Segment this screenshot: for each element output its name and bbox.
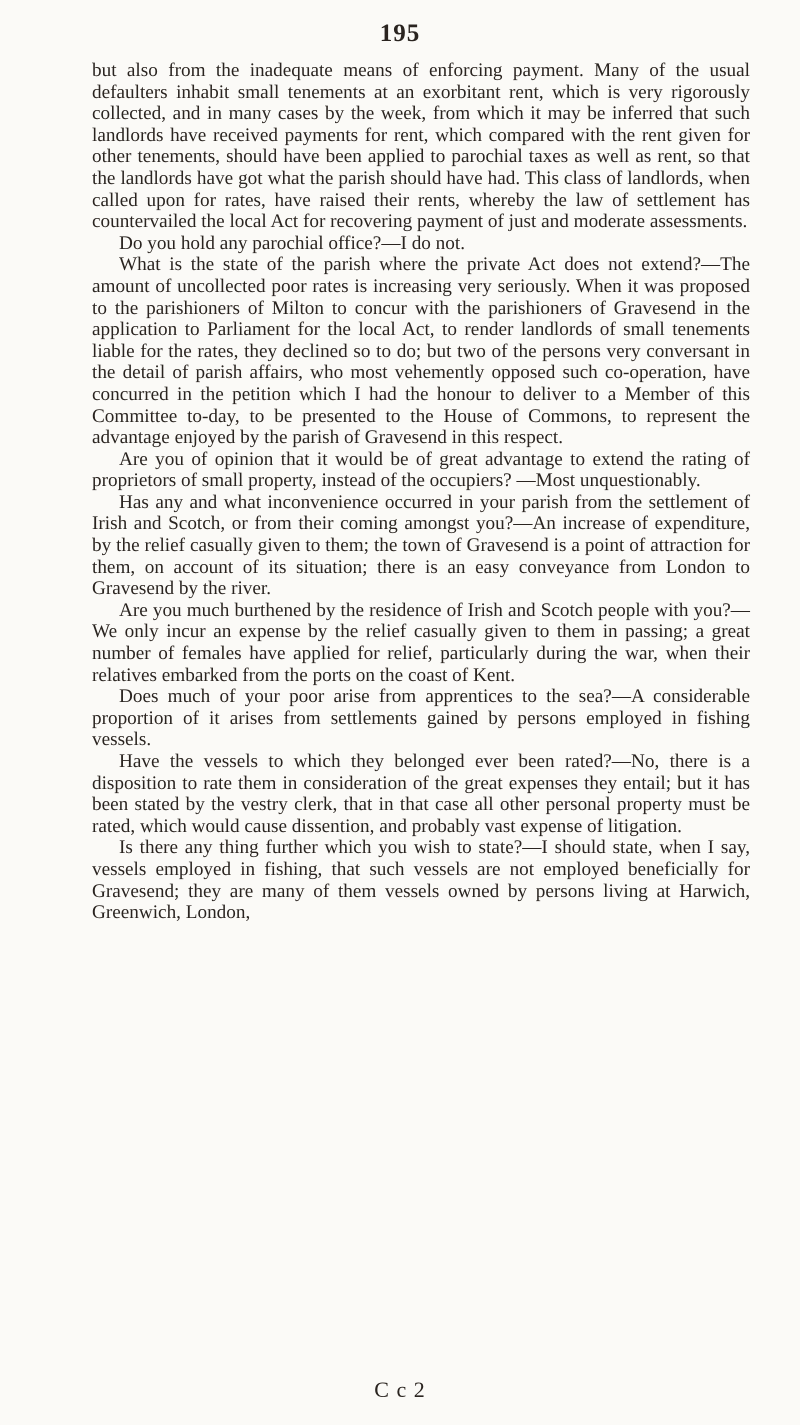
paragraph-8: Have the vessels to which they belonged ever been rated?—No, there is a disposition to rate them in consideration of the great expenses they entail; but it has been stated by the vestry clerk, that in that case all other personal property must be rated, which would cause dissention, and probably vast expense of litigation. [92, 751, 750, 837]
paragraph-7: Does much of your poor arise from apprentices to the sea?—A considerable proportion of it arises from settlements gained by persons employed in fishing vessels. [92, 686, 750, 751]
page-number: 195 [379, 20, 421, 47]
paragraph-5: Has any and what inconvenience occurred in your parish from the settlement of Irish and Scotch, or from their coming amongst you?—An increase of expenditure, by the relief casually given to them; the town of Gravesend is a point of attraction for them, on account of its situation; there is an easy conveyance from London to Gravesend by the river. [92, 491, 750, 600]
paragraph-9: Is there any thing further which you wish to state?—I should state, when I say, vessels employed in fishing, that such vessels are not employed beneficially for Gravesend; they are many of them vessels owned by persons living at Harwich, Greenwich, London, [92, 837, 750, 924]
paragraph-4: Are you of opinion that it would be of great advantage to extend the rating of proprietors of small property, instead of the occupiers? —Most unquestionably. [92, 448, 750, 492]
paragraph-3: What is the state of the parish where the private Act does not extend?—The amount of uncollected poor rates is increasing very seriously. When it was proposed to the parishioners of Milton to concur with the parishioners of Gravesend in the application to Parliament for the local Act, to render landlords of small tenements liable for the rates, they declined so to do; but two of the persons very conversant in the detail of parish affairs, who most vehemently opposed such co-operation, have concurred in the petition which I had the honour to deliver to a Member of this Committee to-day, to be presented to the House of Commons, to represent the advantage enjoyed by the parish of Gravesend in this respect. [92, 254, 750, 449]
paragraph-6: Are you much burthened by the residence of Irish and Scotch people with you?—We only incur an expense by the relief casually given to them in passing; a great number of females have applied for relief, particularly during the war, when their relatives embarked from the ports on the coast of Kent. [92, 599, 750, 686]
paragraph-1: but also from the inadequate means of enforcing payment. Many of the usual defaulters inhabit small tenements at an exorbitant rent, which is very rigorously collected, and in many cases by the week, from which it may be inferred that such landlords have received payments for rent, which compared with the rent given for other tenements, should have been applied to parochial taxes as well as rent, so that the landlords have got what the parish should have had. This class of landlords, when called upon for rates, have raised their rents, whereby the law of settlement has countervailed the local Act for recovering payment of just and moderate assessments. [92, 60, 750, 233]
paragraph-2: Do you hold any parochial office?—I do not. [119, 232, 465, 254]
body-text [92, 60, 750, 924]
signature-mark: C c 2 [374, 1377, 426, 1402]
